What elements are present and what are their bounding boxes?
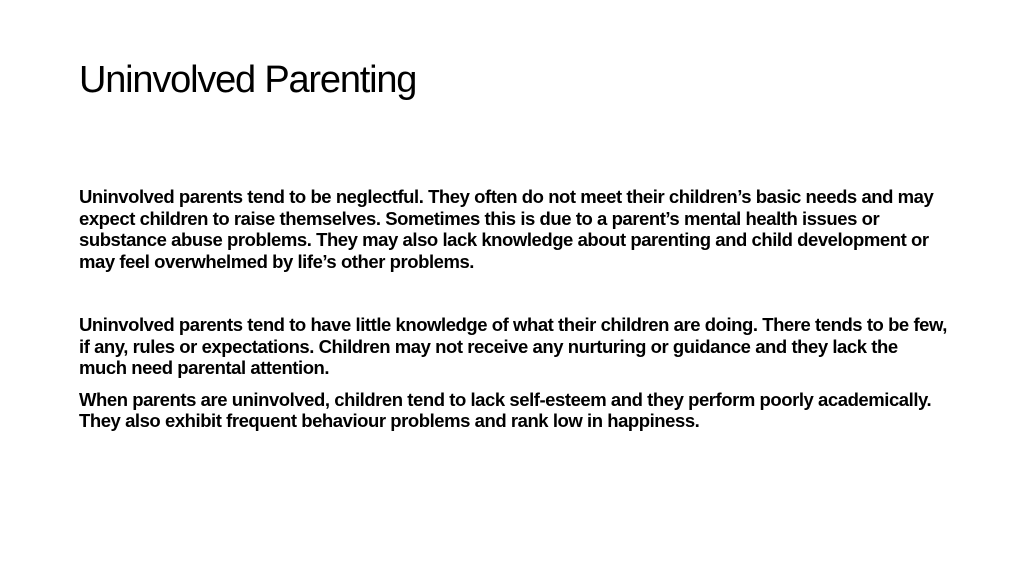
body-paragraph-knowledge: Uninvolved parents tend to have little knowledge of what their children are doing. There tends to be few, if any, rules or expectations. Children may not receive any nurturing or guidance and they lack the much need parental attention. <box>79 314 947 378</box>
body-paragraph-neglect: Uninvolved parents tend to be neglectful. They often do not meet their children’s basic needs and may expect children to raise themselves. Sometimes this is due to a parent’s mental health issues or substance abuse problems. They may also lack knowledge about parenting and child development or may feel overwhelmed by life’s other problems. <box>79 186 934 272</box>
slide-body <box>79 186 947 432</box>
slide-title: Uninvolved Parenting <box>79 59 417 101</box>
body-paragraph-outcomes: When parents are uninvolved, children tend to lack self-esteem and they perform poorly academically. They also exhibit frequent behaviour problems and rank low in happiness. <box>79 388 932 431</box>
